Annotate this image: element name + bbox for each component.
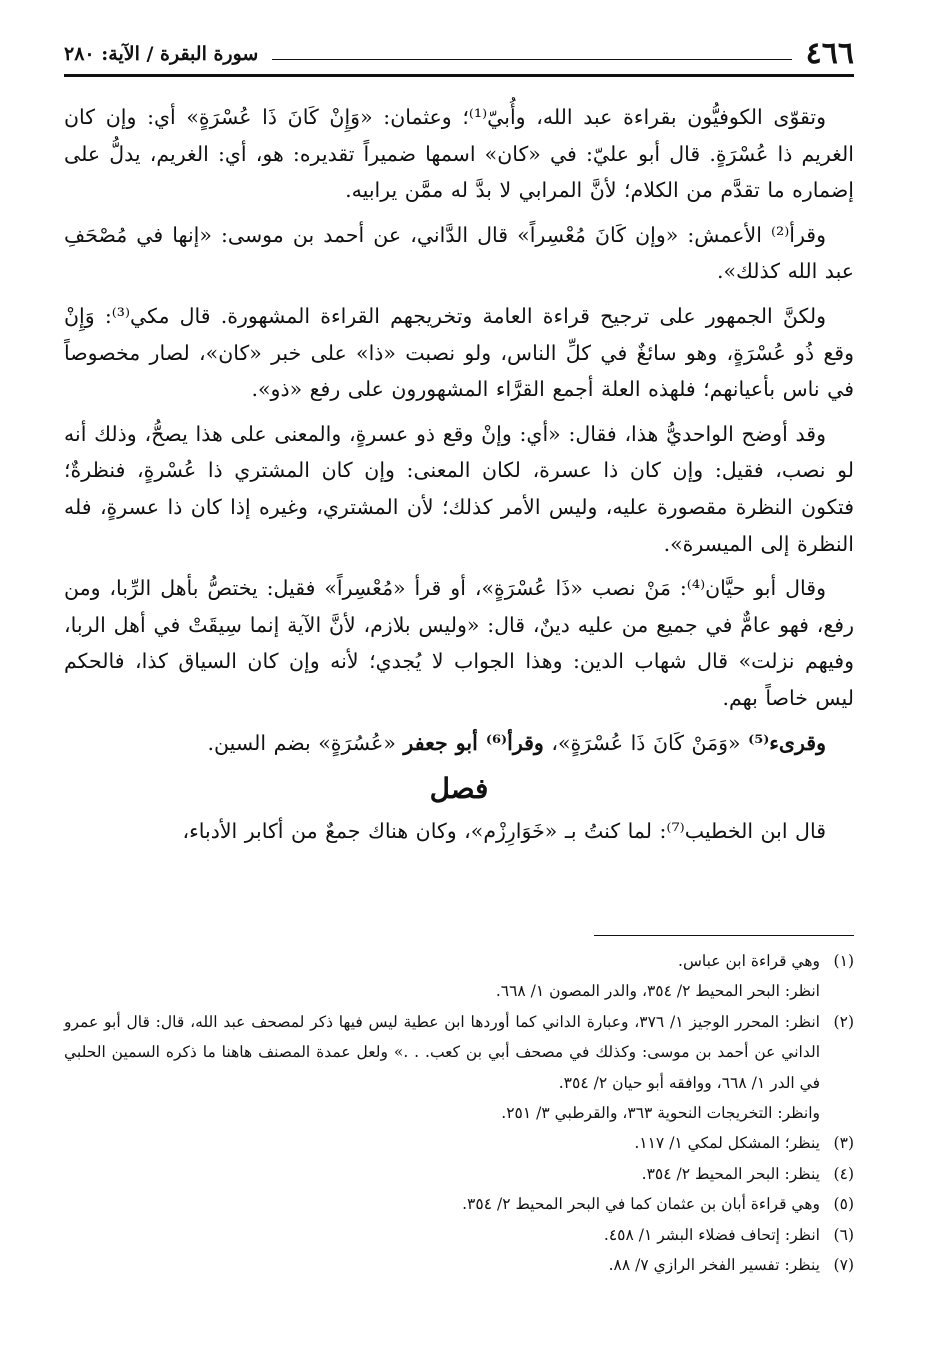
footnote-number: (٣): [833, 1134, 854, 1153]
paragraph-6: [64, 725, 854, 762]
footnote-1: [64, 946, 854, 976]
footnote-6: [64, 1220, 854, 1250]
section-title: فصل: [429, 772, 489, 806]
footnote-text: ينظر: تفسير الفخر الرازي ٧/ ٨٨.: [608, 1256, 820, 1275]
qiraat-verse: «وَمَنْ كَانَ ذَا عُسْرَةٍ»،: [551, 730, 741, 755]
footnote-5: [64, 1189, 854, 1219]
header-title: سورة البقرة / الآية: ٢٨٠: [64, 43, 259, 65]
footnote-text: وهي قراءة أبان بن عثمان كما في البحر المحيط ٢/ ٣٥٤.: [462, 1195, 820, 1214]
qiraat-reading: «عُسُرَةٍ» بضم السين.: [207, 730, 396, 755]
page-number: ٤٦٦: [805, 36, 854, 71]
footnote-number: (٧): [833, 1256, 854, 1275]
qiraat-label: وقرىء⁽⁵⁾: [748, 730, 826, 755]
paragraph-4: وقد أوضح الواحديُّ هذا، فقال: «أي: وإنْ وقع ذو عسرةٍ، والمعنى على هذا يصحُّ، وذلك أنه لو نصب، فقيل: وإن كان ذا عسرة، لكان المعنى: وإن كان المشتري ذا عُسْرةٍ، فنظرةٌ؛ فتكون النظرة مقصورة عليه، وليس الأمر كذلك؛ لأن المشتري، وغيره إذا كان ذا عسرةٍ، فله النظرة إلى الميسرة».: [64, 421, 854, 556]
footnote-text: ينظر؛ المشكل لمكي ١/ ١١٧.: [634, 1134, 820, 1153]
paragraph-2: وقرأ⁽²⁾ الأعمش: «وإن كَانَ مُعْسِراً» قال الدَّاني، عن أحمد بن موسى: «إنها في مُصْحَفِ عبد الله كذلك».: [64, 222, 854, 284]
footnote-3: [64, 1128, 854, 1158]
footnote-2-continuation: وانظر: التخريجات النحوية ٣٦٣، والقرطبي ٣/ ٢٥١.: [501, 1104, 820, 1123]
header-rule: [272, 59, 791, 60]
paragraph-5: وقال أبو حيَّان⁽⁴⁾: مَنْ نصب «ذَا عُسْرَةٍ»، أو قرأ «مُعْسِراً» فقيل: يختصُّ بأهل الرِّبا، ومن رفع، فهو عامٌّ في جميع من عليه دينٌ، قال: «وليس بلازم، لأنَّ الآية إنما سِيقَتْ في أهل الربا، وفيهم نزلت» قال شهاب الدين: وهذا الجواب لا يُجدي؛ لأنه وإن كان السياق كذا، فالحكم ليس خاصاً بهم.: [64, 576, 854, 710]
footnote-number: (١): [833, 952, 854, 970]
footnote-number: (٦): [833, 1225, 854, 1244]
footnote-number: (٢): [833, 1012, 854, 1031]
running-header: [64, 30, 854, 77]
footnote-text: ينظر: البحر المحيط ٢/ ٣٥٤.: [641, 1164, 820, 1183]
footnote-text: انظر: إتحاف فضلاء البشر ١/ ٤٥٨.: [603, 1225, 820, 1244]
footnote-number: (٥): [833, 1195, 854, 1214]
footnote-separator: [594, 935, 854, 936]
paragraph-7: قال ابن الخطيب⁽⁷⁾: لما كنتُ بـ «خَوَارِزْم»، وكان هناك جمعٌ من أكابر الأدباء،: [182, 819, 826, 844]
footnote-7: [64, 1250, 854, 1280]
paragraph-3: ولكنَّ الجمهور على ترجيح قراءة العامة وتخريجهم القراءة المشهورة. قال مكي⁽³⁾: وَإِنْ وقع ذُو عُسْرَةٍ، وهو سائغٌ في كلِّ الناس، ولو نصبت «ذا» على خبر «كان»، لصار مخصوصاً في ناس بأعيانهم؛ فلهذه العلة أجمع القرَّاء المشهورون على رفع «ذو».: [64, 303, 854, 402]
page: [64, 30, 854, 858]
footnote-2: [64, 1007, 854, 1098]
main-text: [64, 99, 854, 850]
footnote-text: وهي قراءة ابن عباس.: [678, 952, 820, 970]
footnote-text: انظر: المحرر الوجيز ١/ ٣٧٦، وعبارة الداني كما أوردها ابن عطية ليس فيها ذكر لمصحف عبد الله، قال: قال أبو عمرو الداني عن أحمد بن موسى: وكذلك في مصحف أبي بن كعب. . .» ولعل عمدة المصنف هاهنا ما ذكره السمين الحلبي في الدر ١/ ٦٦٨، ووافقه أبو حيان ٢/ ٣٥٤.: [64, 1012, 820, 1092]
footnote-1-continuation: انظر: البحر المحيط ٢/ ٣٥٤، والدر المصون ١/ ٦٦٨.: [495, 982, 820, 1001]
footnote-4: [64, 1159, 854, 1189]
qiraat-reader: وقرأ⁽⁶⁾ أبو جعفر: [403, 730, 544, 755]
paragraph-1: وتقوّى الكوفيُّون بقراءة عبد الله، وأُبيّ⁽¹⁾؛ وعثمان: «وَإِنْ كَانَ ذَا عُسْرَةٍ» أي: وإن كان الغريم ذا عُسْرَةٍ. قال أبو عليّ: في «كان» اسمها ضميراً تقديره: هو، أي: الغريم، يدلُّ على إضماره ما تقدَّم من الكلام؛ لأنَّ المرابي لا بدَّ له ممَّن يرابيه.: [64, 105, 854, 203]
footnotes: [64, 935, 854, 1280]
footnote-number: (٤): [833, 1164, 854, 1183]
